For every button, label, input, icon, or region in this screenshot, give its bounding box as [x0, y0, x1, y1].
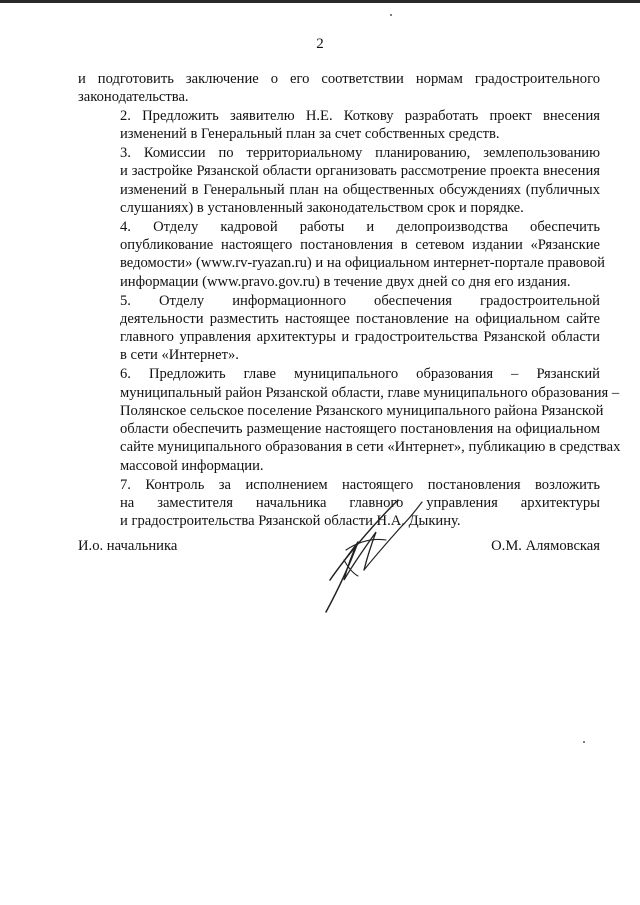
text-line: 5. Отделу информационного обеспечения градостроительной [120, 292, 600, 309]
text-line: изменений в Генеральный план за счет собственных средств. [120, 126, 500, 143]
paragraph-item-2 [78, 107, 600, 144]
text-line: муниципальный район Рязанской области, главе муниципального образования – [120, 384, 620, 401]
text-line: Полянское сельское поселение Рязанского муниципального района Рязанской [120, 402, 604, 419]
signatory-title: И.о. начальника [78, 538, 178, 554]
text-line: массовой информации. [120, 457, 264, 474]
paragraph-item-4 [78, 218, 605, 291]
text-line: 4. Отделу кадровой работы и делопроизводства обеспечить [120, 218, 600, 235]
paragraph-item-5 [78, 292, 600, 365]
text-line: и подготовить заключение о его соответствии нормам градостроительного [78, 71, 600, 87]
top-edge-rule [0, 0, 640, 3]
text-line: 6. Предложить главе муниципального образования – Рязанский [120, 366, 600, 383]
handwritten-signature [300, 480, 430, 620]
scan-speck [390, 14, 392, 16]
text-line: 7. Контроль за исполнением настоящего постановления возложить [120, 476, 600, 493]
text-line: на заместителя начальника главного управления архитектуры [120, 494, 600, 511]
text-line: и застройке Рязанской области организовать рассмотрение проекта внесения [120, 163, 600, 180]
paragraph-item-6 [78, 365, 621, 475]
paragraph-item-3 [78, 144, 600, 217]
text-line: изменений в Генеральный план на общественных обсуждениях (публичных [120, 181, 600, 198]
document-body [78, 70, 621, 531]
paragraph-continuation [78, 70, 600, 107]
text-line: 3. Комиссии по территориальному планированию, землепользованию [120, 145, 600, 162]
scan-speck [583, 741, 585, 743]
text-line: главного управления архитектуры и градостроительства Рязанской области [120, 329, 600, 346]
text-line: в сети «Интернет». [120, 347, 239, 364]
text-line: законодательства. [78, 89, 189, 106]
text-line: и градостроительства Рязанской области Н.А. Дыкину. [120, 513, 461, 530]
signatory-name: О.М. Алямовская [491, 538, 600, 554]
text-line: слушаниях) в установленный законодательством срок и порядке. [120, 200, 524, 217]
text-line: сайте муниципального образования в сети «Интернет», публикацию в средствах [120, 439, 621, 456]
text-line: деятельности разместить настоящее постановление на официальном сайте [120, 310, 600, 327]
text-line: области обеспечить размещение настоящего постановления на официальном [120, 421, 600, 438]
text-line: информации (www.pravo.gov.ru) в течение двух дней со дня его издания. [120, 273, 571, 290]
text-line: 2. Предложить заявителю Н.Е. Коткову разработать проект внесения [120, 108, 600, 125]
page-number: 2 [316, 36, 324, 52]
text-line: ведомости» (www.rv-ryazan.ru) и на официальном интернет-портале правовой [120, 255, 605, 272]
text-line: опубликование настоящего постановления в сетевом издании «Рязанские [120, 237, 600, 254]
